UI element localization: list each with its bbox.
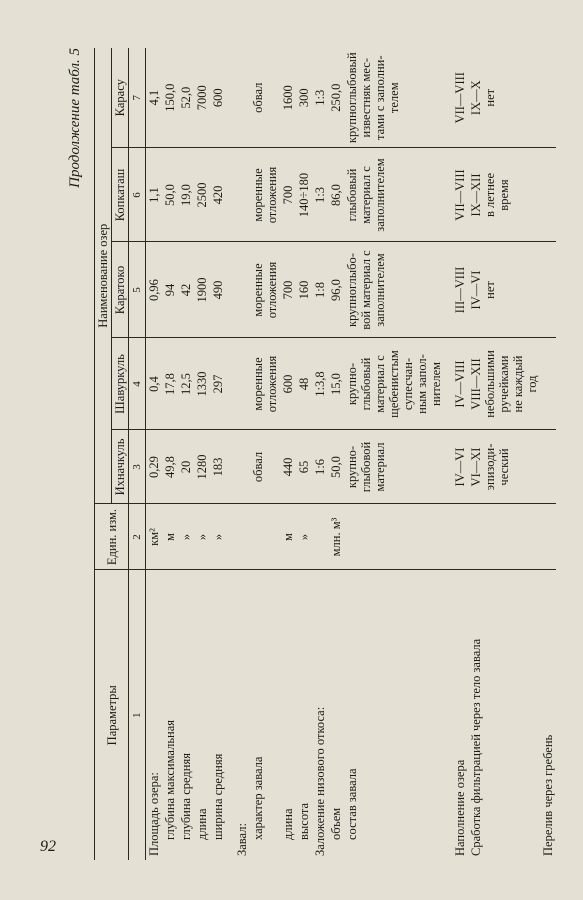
- value-cell: [234, 430, 250, 504]
- value-cell: 50,0: [328, 430, 344, 504]
- lakes-table: [94, 48, 556, 860]
- param-cell: глубина средняя: [178, 570, 194, 860]
- param-cell: Заложение низового откоса:: [312, 570, 328, 860]
- value-cell: 0,29: [146, 430, 163, 504]
- value-cell: [234, 48, 250, 148]
- value-cell: 160: [296, 242, 312, 338]
- lake-header: Карасу: [112, 48, 129, 148]
- value-cell: IV—VIII: [452, 338, 468, 430]
- param-cell: Площадь озера:: [146, 570, 163, 860]
- unit-cell: [250, 504, 280, 570]
- value-cell: [540, 338, 556, 430]
- param-cell: Сработка фильтрацией через тело завала: [468, 570, 540, 860]
- table-body: [146, 48, 557, 860]
- value-cell: [540, 242, 556, 338]
- value-cell: III—VIII: [452, 242, 468, 338]
- lake-header: Ихначкуль: [112, 430, 129, 504]
- table-row: [250, 48, 280, 860]
- spacer-row: [444, 48, 452, 860]
- value-cell: 700: [280, 242, 296, 338]
- table-row: [178, 48, 194, 860]
- value-cell: 1330: [194, 338, 210, 430]
- table-row: [210, 48, 226, 860]
- unit-cell: [468, 504, 540, 570]
- value-cell: 700: [280, 148, 296, 242]
- column-number: 1: [129, 570, 146, 860]
- value-cell: 12,5: [178, 338, 194, 430]
- param-cell: Завал:: [234, 570, 250, 860]
- table-row: [296, 48, 312, 860]
- lake-header: Шавуркуль: [112, 338, 129, 430]
- param-cell: состав завала: [344, 570, 444, 860]
- unit-cell: млн. м³: [328, 504, 344, 570]
- param-cell: длина: [194, 570, 210, 860]
- value-cell: 0,4: [146, 338, 163, 430]
- lake-header: Каратоко: [112, 242, 129, 338]
- column-number: 7: [129, 48, 146, 148]
- value-cell: 297: [210, 338, 226, 430]
- value-cell: IV—VI нет: [468, 242, 540, 338]
- value-cell: 0,96: [146, 242, 163, 338]
- unit-cell: »: [296, 504, 312, 570]
- table-row: [312, 48, 328, 860]
- table-row: [162, 48, 178, 860]
- value-cell: 1:3,8: [312, 338, 328, 430]
- table-row: [328, 48, 344, 860]
- params-header: Параметры: [95, 570, 129, 860]
- value-cell: IX—XII в летнее время: [468, 148, 540, 242]
- value-cell: 94: [162, 242, 178, 338]
- value-cell: 96,0: [328, 242, 344, 338]
- table-row: [280, 48, 296, 860]
- value-cell: VIII—XII небольшими ручейками не каждый год: [468, 338, 540, 430]
- value-cell: 150,0: [163, 83, 178, 112]
- value-cell: 15,0: [328, 338, 344, 430]
- table-row: [452, 48, 468, 860]
- unit-header: Един. изм.: [95, 504, 129, 570]
- value-cell: 48: [296, 338, 312, 430]
- value-cell: глыбовый материал с заполнителем: [344, 148, 444, 242]
- value-cell: [540, 148, 556, 242]
- value-cell: IV—VI: [452, 430, 468, 504]
- value-cell: 2500: [194, 148, 210, 242]
- table-row: [146, 48, 163, 860]
- column-number: 5: [129, 242, 146, 338]
- value-cell: 50,0: [162, 148, 178, 242]
- value-cell: 420: [210, 148, 226, 242]
- value-cell: 250,0: [329, 83, 344, 112]
- value-cell: 600: [280, 338, 296, 430]
- value-cell: VII—VIII: [452, 148, 468, 242]
- value-cell: 1:6: [312, 430, 328, 504]
- unit-cell: км²: [146, 504, 163, 570]
- column-number: 6: [129, 148, 146, 242]
- param-cell: объем: [328, 570, 344, 860]
- value-cell: крупно- глыбовой материал: [344, 430, 444, 504]
- unit-cell: [312, 504, 328, 570]
- value-cell: 7000: [195, 85, 210, 111]
- value-cell: 600: [211, 88, 226, 108]
- value-cell: 140÷180: [296, 148, 312, 242]
- value-cell: 49,8: [162, 430, 178, 504]
- column-number: 4: [129, 338, 146, 430]
- value-cell: 52,0: [179, 86, 194, 109]
- value-cell: крупноглыбо- вой материал с заполнителем: [344, 242, 444, 338]
- unit-cell: м: [162, 504, 178, 570]
- value-cell: моренные отложения: [250, 338, 280, 430]
- page-number: 92: [40, 838, 56, 855]
- unit-cell: [234, 504, 250, 570]
- value-cell: 1,1: [146, 148, 163, 242]
- value-cell: IX—X нет: [469, 80, 498, 116]
- column-number: 3: [129, 430, 146, 504]
- value-cell: VI—XI эпизоди- ческий: [468, 430, 540, 504]
- param-cell: длина: [280, 570, 296, 860]
- lakes-group-header: Наименование озер: [95, 48, 112, 504]
- value-cell: 183: [210, 430, 226, 504]
- value-cell: обвал: [250, 430, 280, 504]
- value-cell: [540, 48, 556, 148]
- unit-cell: [452, 504, 468, 570]
- column-number-row: [129, 48, 146, 860]
- unit-cell: »: [210, 504, 226, 570]
- param-cell: глубина максимальная: [162, 570, 178, 860]
- value-cell: 65: [296, 430, 312, 504]
- table-row: [540, 48, 556, 860]
- param-cell: ширина средняя: [210, 570, 226, 860]
- value-cell: [234, 338, 250, 430]
- value-cell: 490: [210, 242, 226, 338]
- value-cell: 42: [178, 242, 194, 338]
- table-caption: Продолжение табл. 5: [67, 48, 83, 188]
- value-cell: VII—VIII: [453, 72, 468, 124]
- column-number: 2: [129, 504, 146, 570]
- table-row: [468, 48, 540, 860]
- value-cell: 1:8: [312, 242, 328, 338]
- unit-cell: м: [280, 504, 296, 570]
- value-cell: моренные отложения: [250, 242, 280, 338]
- table-row: [194, 48, 210, 860]
- value-cell: 440: [280, 430, 296, 504]
- unit-cell: »: [178, 504, 194, 570]
- value-cell: 4,1: [147, 89, 162, 106]
- table-row: [234, 48, 250, 860]
- param-cell: Перелив через гребень: [540, 570, 556, 860]
- param-cell: характер завала: [250, 570, 280, 860]
- rotated-table-block: [62, 48, 556, 860]
- unit-cell: [540, 504, 556, 570]
- value-cell: [234, 148, 250, 242]
- table-row: [344, 48, 444, 860]
- value-cell: моренные отложения: [250, 148, 280, 242]
- value-cell: 1:3: [312, 148, 328, 242]
- spacer-row: [226, 48, 234, 860]
- value-cell: обвал: [251, 82, 266, 113]
- value-cell: [540, 430, 556, 504]
- value-cell: крупно- глыбовый материал с щебенистым супесчан- ным запол- нителем: [344, 338, 444, 430]
- value-cell: 86,0: [328, 148, 344, 242]
- param-cell: Наполнение озера: [452, 570, 468, 860]
- value-cell: 1:3: [313, 89, 328, 106]
- value-cell: 1280: [194, 430, 210, 504]
- value-cell: 20: [178, 430, 194, 504]
- value-cell: [234, 242, 250, 338]
- unit-cell: [344, 504, 444, 570]
- value-cell: крупноглыбовый известняк мес- тами с заполни- телем: [345, 52, 402, 144]
- param-cell: высота: [296, 570, 312, 860]
- value-cell: 1900: [194, 242, 210, 338]
- value-cell: 300: [297, 88, 312, 108]
- value-cell: 17,8: [162, 338, 178, 430]
- value-cell: 1600: [281, 85, 296, 111]
- header-row-1: [95, 48, 112, 860]
- unit-cell: »: [194, 504, 210, 570]
- value-cell: 19,0: [178, 148, 194, 242]
- lake-header: Копкаташ: [112, 148, 129, 242]
